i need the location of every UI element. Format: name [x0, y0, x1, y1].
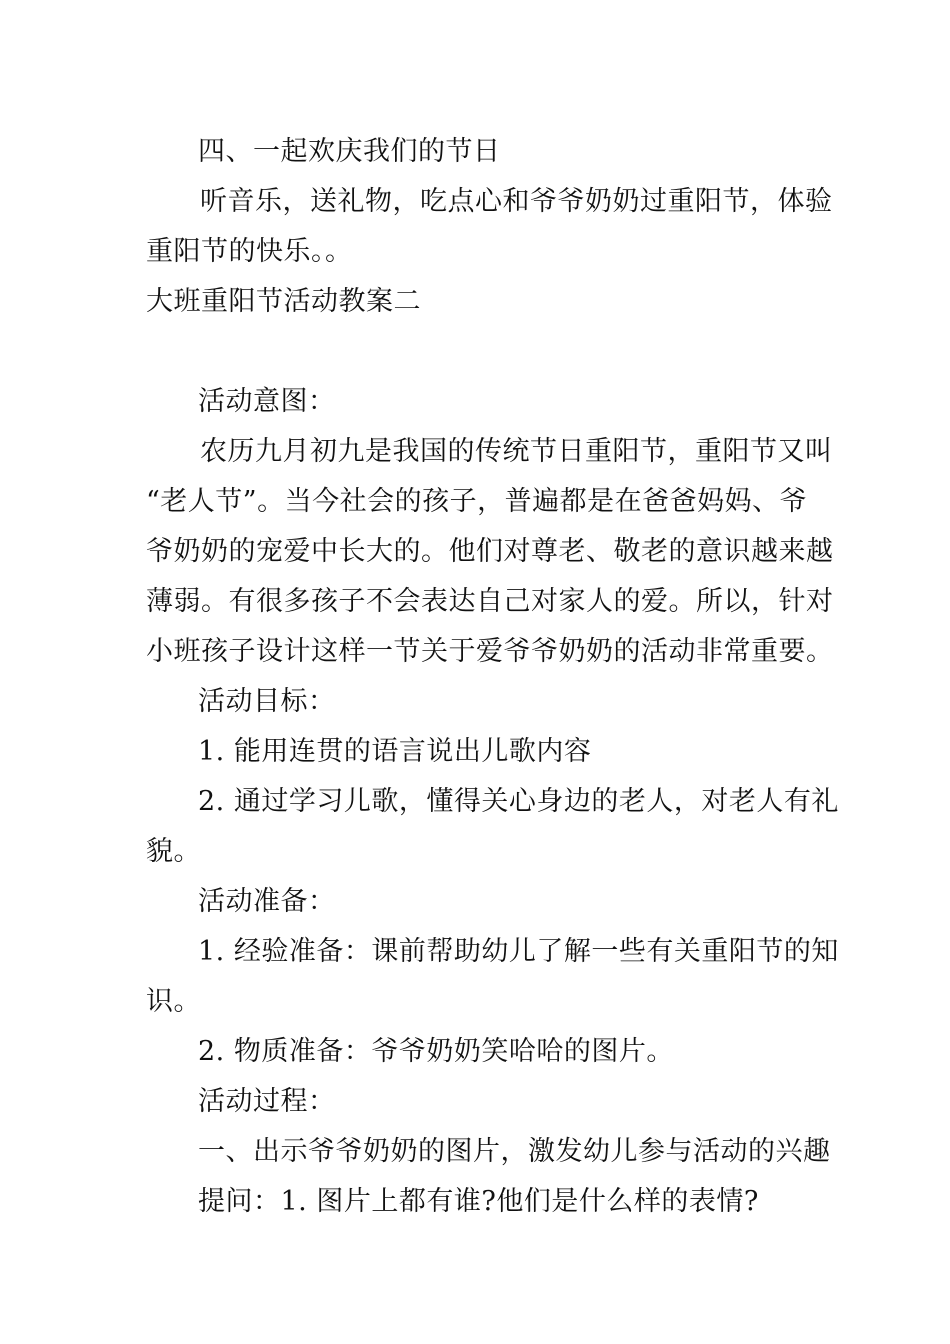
- section-heading-celebrate: 四、一起欢庆我们的节日: [198, 136, 501, 167]
- paragraph-line: 貌。: [146, 836, 201, 867]
- list-item: 2. 通过学习儿歌，懂得关心身边的老人，对老人有礼: [198, 786, 839, 817]
- paragraph-line: 小班孩子设计这样一节关于爱爷爷奶奶的活动非常重要。: [146, 636, 834, 667]
- paragraph-line: 提问：1. 图片上都有谁?他们是什么样的表情?: [198, 1186, 759, 1217]
- document-title: 大班重阳节活动教案二: [146, 286, 421, 317]
- section-heading-goals: 活动目标：: [198, 686, 336, 717]
- section-heading-preparation: 活动准备：: [198, 886, 336, 917]
- list-item: 1. 经验准备：课前帮助幼儿了解一些有关重阳节的知: [198, 936, 839, 967]
- paragraph-line: 薄弱。有很多孩子不会表达自己对家人的爱。所以，针对: [146, 586, 834, 617]
- paragraph-line: 听音乐，送礼物，吃点心和爷爷奶奶过重阳节，体验: [200, 186, 833, 217]
- section-heading-intent: 活动意图：: [198, 386, 336, 417]
- paragraph-line: 爷奶奶的宠爱中长大的。他们对尊老、敬老的意识越来越: [146, 536, 834, 567]
- section-heading-process: 活动过程：: [198, 1086, 336, 1117]
- list-item: 2. 物质准备：爷爷奶奶笑哈哈的图片。: [198, 1036, 674, 1067]
- paragraph-line: 一、出示爷爷奶奶的图片，激发幼儿参与活动的兴趣: [198, 1136, 831, 1167]
- paragraph-line: 农历九月初九是我国的传统节日重阳节，重阳节又叫: [200, 436, 833, 467]
- paragraph-line: 识。: [146, 986, 201, 1017]
- list-item: 1. 能用连贯的语言说出儿歌内容: [198, 736, 592, 767]
- paragraph-line: 重阳节的快乐。。: [146, 236, 353, 267]
- paragraph-line: “老人节”。当今社会的孩子，普遍都是在爸爸妈妈、爷: [146, 486, 808, 517]
